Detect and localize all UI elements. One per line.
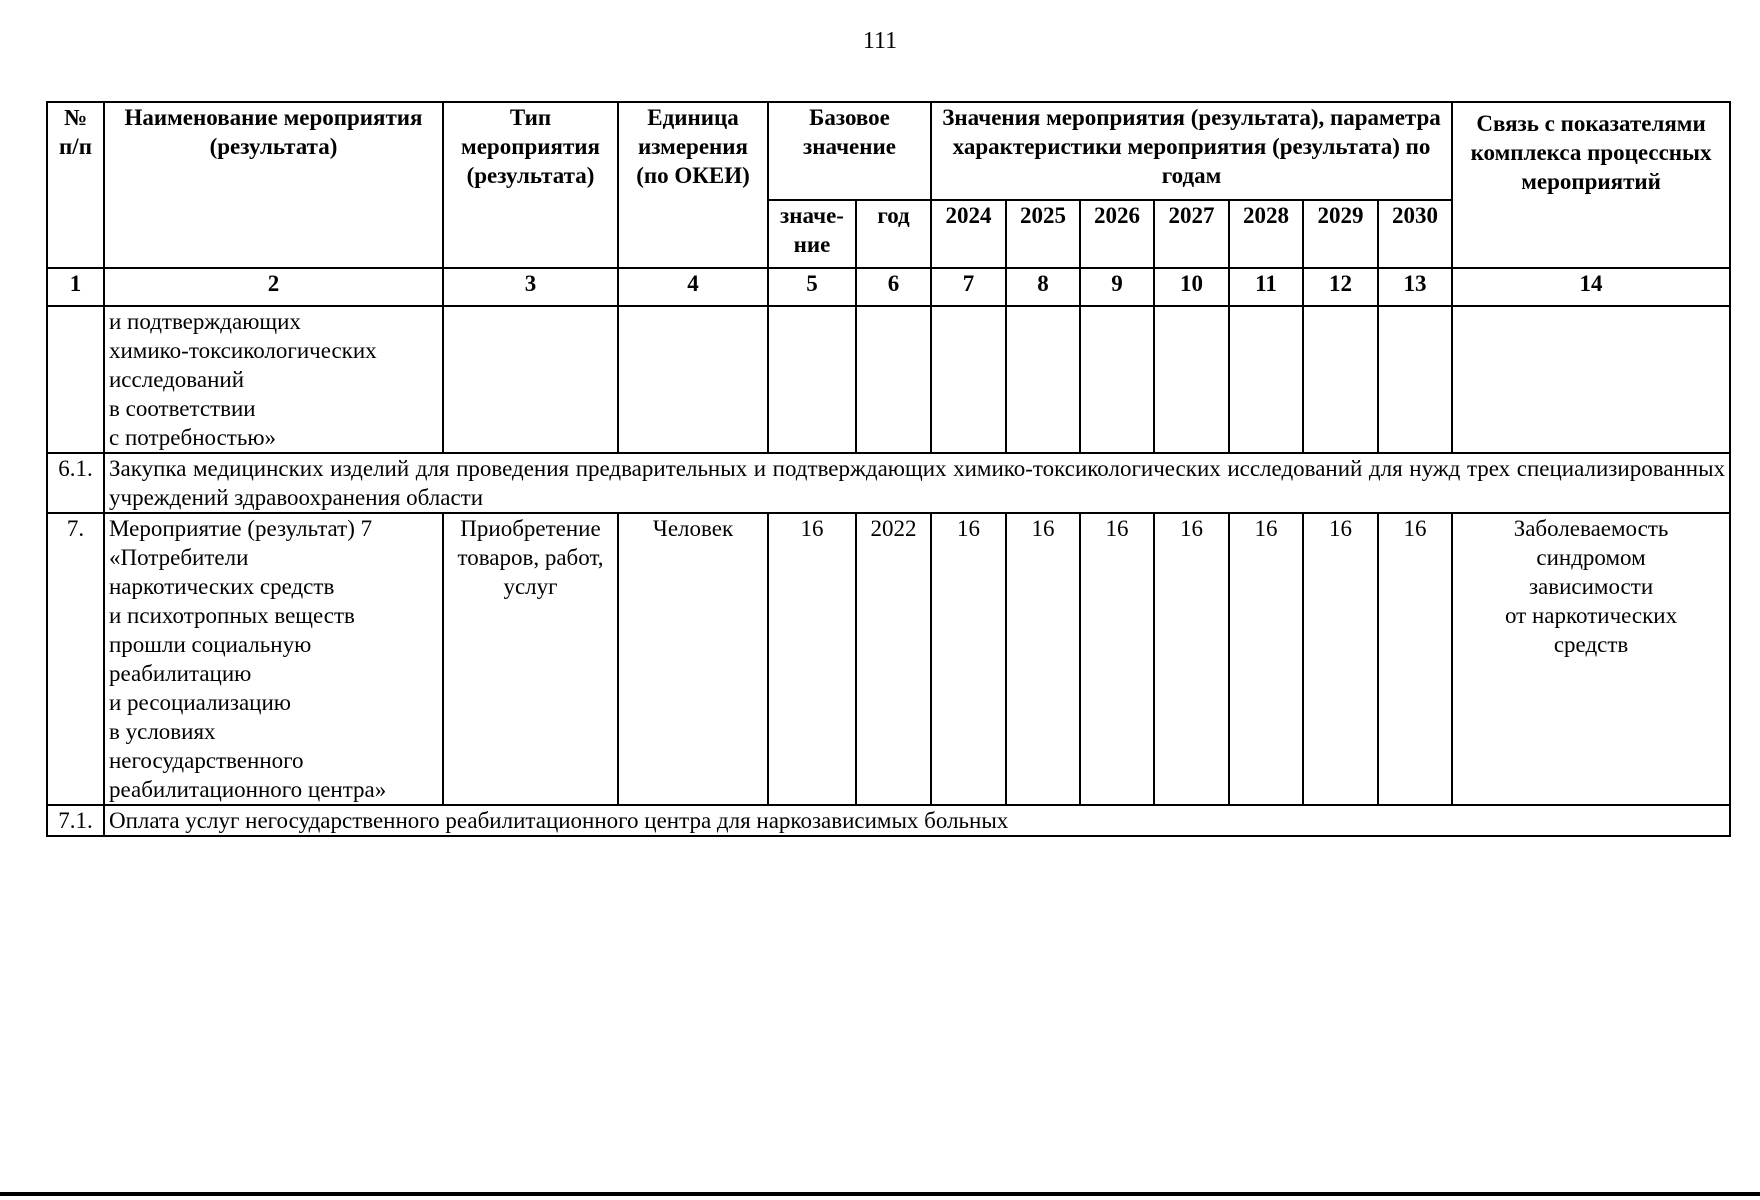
page-number: 111 bbox=[862, 28, 898, 54]
cell-empty bbox=[1229, 306, 1303, 453]
header-unit: Единица измерения (по ОКЕИ) bbox=[618, 102, 768, 268]
cell-empty bbox=[618, 306, 768, 453]
name-line: и психотропных веществ bbox=[109, 603, 355, 628]
column-number: 5 bbox=[768, 268, 856, 306]
name-line: и ресоциализацию bbox=[109, 690, 291, 715]
header-year: 2029 bbox=[1303, 200, 1378, 268]
cell-empty bbox=[1154, 306, 1229, 453]
table-row-7-1 bbox=[47, 805, 1730, 836]
relation-line: Заболеваемость bbox=[1513, 516, 1669, 541]
name-line: в условиях bbox=[109, 719, 216, 744]
header-name: Наименование мероприятия (результата) bbox=[104, 102, 443, 268]
cell-empty bbox=[1378, 306, 1452, 453]
column-number: 4 bbox=[618, 268, 768, 306]
name-line: наркотических средств bbox=[109, 574, 335, 599]
relation-line: зависимости bbox=[1528, 574, 1654, 599]
header-type: Тип мероприятия (результата) bbox=[443, 102, 618, 268]
name-line: Мероприятие (результат) 7 bbox=[109, 516, 373, 541]
cell-year-value: 16 bbox=[1303, 513, 1378, 805]
cell-relation bbox=[1452, 513, 1730, 805]
cell-name bbox=[104, 513, 443, 805]
cell-num-empty bbox=[47, 306, 104, 453]
header-year: 2024 bbox=[931, 200, 1006, 268]
cell-num: 7. bbox=[47, 513, 104, 805]
header-relation: Связь с показателями комплекса процессных мероприятий bbox=[1452, 102, 1730, 268]
name-line: прошли социальную bbox=[109, 632, 312, 657]
column-number: 9 bbox=[1080, 268, 1154, 306]
header-values-group: Значения мероприятия (результата), параметра характеристики мероприятия (результата) по годам bbox=[931, 102, 1452, 200]
cell-year-value: 16 bbox=[1080, 513, 1154, 805]
header-year: 2025 bbox=[1006, 200, 1080, 268]
table-row-7 bbox=[47, 513, 1730, 805]
bottom-rule bbox=[0, 1192, 1760, 1196]
cell-name-continued bbox=[104, 306, 443, 453]
name-line: и подтверждающих bbox=[109, 309, 301, 334]
cell-num: 6.1. bbox=[47, 453, 104, 513]
cell-year-value: 16 bbox=[1378, 513, 1452, 805]
name-line: в соответствии bbox=[109, 396, 256, 421]
column-number: 14 bbox=[1452, 268, 1730, 306]
cell-base-year: 2022 bbox=[856, 513, 931, 805]
cell-year-value: 16 bbox=[1006, 513, 1080, 805]
cell-base-value: 16 bbox=[768, 513, 856, 805]
column-number: 11 bbox=[1229, 268, 1303, 306]
activities-table bbox=[46, 101, 1731, 837]
cell-unit: Человек bbox=[618, 513, 768, 805]
cell-year-value: 16 bbox=[931, 513, 1006, 805]
cell-empty bbox=[1303, 306, 1378, 453]
cell-empty bbox=[856, 306, 931, 453]
column-number: 7 bbox=[931, 268, 1006, 306]
column-number: 13 bbox=[1378, 268, 1452, 306]
cell-empty bbox=[443, 306, 618, 453]
name-line: «Потребители bbox=[109, 545, 249, 570]
header-num: № п/п bbox=[47, 102, 104, 268]
column-number: 2 bbox=[104, 268, 443, 306]
column-number: 10 bbox=[1154, 268, 1229, 306]
cell-empty bbox=[768, 306, 856, 453]
cell-type: Приобретение товаров, работ, услуг bbox=[443, 513, 618, 805]
header-year: 2027 bbox=[1154, 200, 1229, 268]
table-row-6-1 bbox=[47, 453, 1730, 513]
cell-year-value: 16 bbox=[1154, 513, 1229, 805]
name-line: реабилитационного центра» bbox=[109, 777, 387, 802]
column-number: 6 bbox=[856, 268, 931, 306]
cell-subitem-text: Оплата услуг негосударственного реабилитационного центра для наркозависимых больных bbox=[104, 805, 1730, 836]
relation-line: от наркотических bbox=[1504, 603, 1678, 628]
relation-line: средств bbox=[1553, 632, 1629, 657]
cell-year-value: 16 bbox=[1229, 513, 1303, 805]
header-year: 2030 bbox=[1378, 200, 1452, 268]
cell-empty bbox=[1452, 306, 1730, 453]
header-year: 2026 bbox=[1080, 200, 1154, 268]
cell-empty bbox=[931, 306, 1006, 453]
name-line: химико-токсикологических bbox=[109, 338, 377, 363]
cell-subitem-text: Закупка медицинских изделий для проведения предварительных и подтверждающих химико-токсикологических исследований для нужд трех специализированных учреждений здравоохранения области bbox=[104, 453, 1730, 513]
column-number: 8 bbox=[1006, 268, 1080, 306]
name-line: с потребностью» bbox=[109, 425, 277, 450]
cell-empty bbox=[1080, 306, 1154, 453]
header-base: Базовое значение bbox=[768, 102, 931, 200]
cell-empty bbox=[1006, 306, 1080, 453]
column-number: 1 bbox=[47, 268, 104, 306]
name-line: исследований bbox=[109, 367, 245, 392]
column-number: 12 bbox=[1303, 268, 1378, 306]
table-header bbox=[47, 102, 1730, 306]
table-row-continued bbox=[47, 306, 1730, 453]
column-number: 3 bbox=[443, 268, 618, 306]
name-line: негосударственного bbox=[109, 748, 304, 773]
header-base-value: значе-ние bbox=[768, 200, 856, 268]
relation-line: синдромом bbox=[1536, 545, 1646, 570]
name-line: реабилитацию bbox=[109, 661, 252, 686]
header-year: 2028 bbox=[1229, 200, 1303, 268]
cell-num: 7.1. bbox=[47, 805, 104, 836]
header-base-year: год bbox=[856, 200, 931, 268]
